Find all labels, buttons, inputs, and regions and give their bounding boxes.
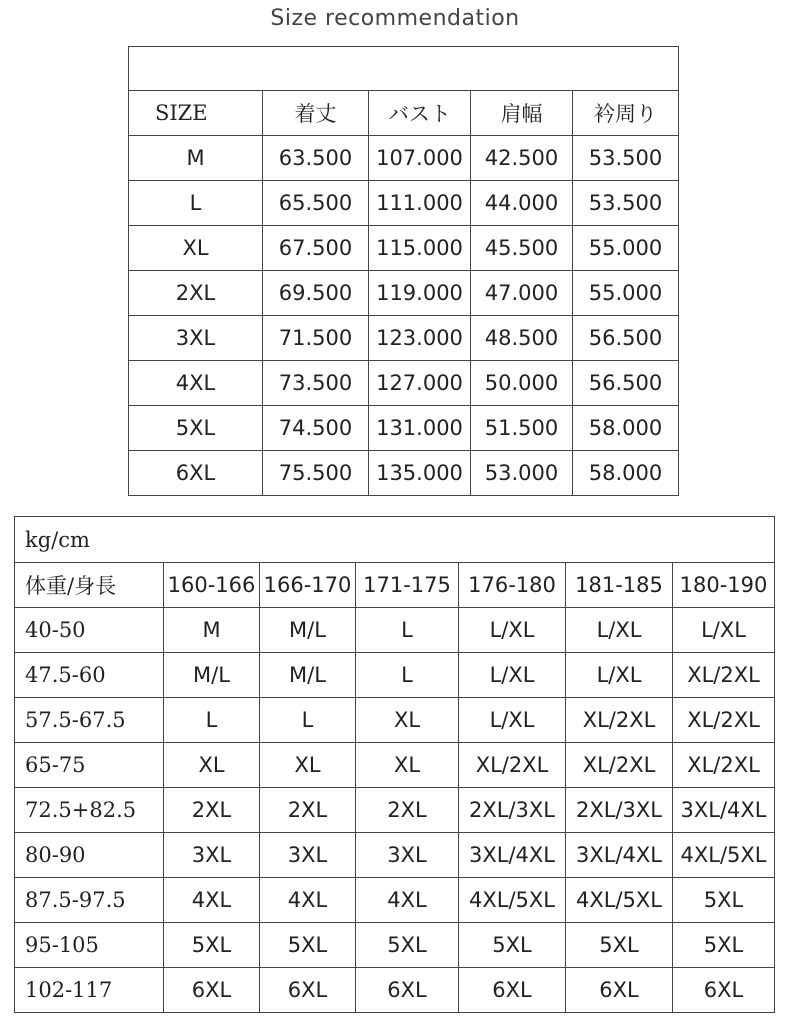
measurement-cell: 58.000	[573, 451, 679, 496]
weight-range-label: 95-105	[15, 923, 164, 968]
measurement-cell: 56.500	[573, 316, 679, 361]
table-row	[15, 743, 775, 788]
recommended-size-cell: 5XL	[673, 923, 775, 968]
measurement-cell: 75.500	[263, 451, 369, 496]
height-range-header: 160-166	[164, 563, 260, 608]
recommended-size-cell: 2XL	[260, 788, 356, 833]
table-row	[15, 608, 775, 653]
recommended-size-cell: XL/2XL	[566, 698, 673, 743]
table-row	[15, 923, 775, 968]
measurement-cell: 127.000	[369, 361, 471, 406]
recommended-size-cell: M/L	[164, 653, 260, 698]
measurement-cell: 45.500	[471, 226, 573, 271]
table-row	[15, 968, 775, 1013]
measurement-cell: 53.500	[573, 136, 679, 181]
column-header: 衿周り	[573, 91, 679, 136]
recommended-size-cell: 3XL	[356, 833, 459, 878]
weight-range-label: 102-117	[15, 968, 164, 1013]
measurement-cell: 48.500	[471, 316, 573, 361]
recommended-size-cell: L	[260, 698, 356, 743]
table-row	[129, 406, 679, 451]
table-row	[15, 788, 775, 833]
recommended-size-cell: 6XL	[673, 968, 775, 1013]
recommended-size-cell: 4XL/5XL	[566, 878, 673, 923]
recommended-size-cell: 5XL	[459, 923, 566, 968]
measurement-cell: 42.500	[471, 136, 573, 181]
weight-range-label: 80-90	[15, 833, 164, 878]
table-row	[129, 451, 679, 496]
measurement-cell: 51.500	[471, 406, 573, 451]
recommended-size-cell: L/XL	[459, 653, 566, 698]
weight-range-label: 57.5-67.5	[15, 698, 164, 743]
recommended-size-cell: 6XL	[260, 968, 356, 1013]
recommended-size-cell: 4XL	[356, 878, 459, 923]
recommended-size-cell: 5XL	[566, 923, 673, 968]
table-row	[129, 226, 679, 271]
measurement-cell: 63.500	[263, 136, 369, 181]
measurement-cell: 56.500	[573, 361, 679, 406]
recommended-size-cell: M	[164, 608, 260, 653]
size-measurement-table	[128, 46, 679, 496]
weight-range-label: 72.5+82.5	[15, 788, 164, 833]
recommended-size-cell: XL/2XL	[673, 743, 775, 788]
weight-range-label: 65-75	[15, 743, 164, 788]
table-row	[129, 181, 679, 226]
recommended-size-cell: L	[164, 698, 260, 743]
weight-height-header: 体重/身長	[15, 563, 164, 608]
measurement-cell: 119.000	[369, 271, 471, 316]
recommended-size-cell: 4XL/5XL	[673, 833, 775, 878]
measurement-cell: 65.500	[263, 181, 369, 226]
size-recommendation-table	[14, 516, 775, 1013]
recommended-size-cell: 6XL	[566, 968, 673, 1013]
recommended-size-cell: 2XL	[164, 788, 260, 833]
measurement-cell: 69.500	[263, 271, 369, 316]
table-row	[15, 878, 775, 923]
recommended-size-cell: XL	[260, 743, 356, 788]
size-label: M	[129, 136, 263, 181]
measurement-cell: 73.500	[263, 361, 369, 406]
measurement-cell: 74.500	[263, 406, 369, 451]
caption-row	[15, 517, 775, 563]
measurement-cell: 131.000	[369, 406, 471, 451]
column-header: バスト	[369, 91, 471, 136]
table-row	[129, 136, 679, 181]
size-label: 5XL	[129, 406, 263, 451]
recommended-size-cell: XL/2XL	[673, 653, 775, 698]
measurement-cell: 55.000	[573, 226, 679, 271]
column-header: 着丈	[263, 91, 369, 136]
weight-range-label: 87.5-97.5	[15, 878, 164, 923]
recommended-size-cell: 6XL	[164, 968, 260, 1013]
recommended-size-cell: 3XL	[164, 833, 260, 878]
recommended-size-cell: XL/2XL	[673, 698, 775, 743]
recommended-size-cell: M/L	[260, 653, 356, 698]
measurement-cell: 123.000	[369, 316, 471, 361]
table-row	[15, 653, 775, 698]
blank-header-cell	[129, 47, 679, 91]
recommended-size-cell: 6XL	[356, 968, 459, 1013]
header-row	[15, 563, 775, 608]
recommended-size-cell: L/XL	[566, 608, 673, 653]
recommended-size-cell: XL/2XL	[459, 743, 566, 788]
height-range-header: 176-180	[459, 563, 566, 608]
recommended-size-cell: 4XL	[260, 878, 356, 923]
table-row	[129, 271, 679, 316]
measurement-cell: 71.500	[263, 316, 369, 361]
blank-header-row	[129, 47, 679, 91]
height-range-header: 181-185	[566, 563, 673, 608]
recommended-size-cell: 5XL	[356, 923, 459, 968]
measurement-cell: 44.000	[471, 181, 573, 226]
size-label: 6XL	[129, 451, 263, 496]
table-caption: kg/cm	[15, 517, 775, 563]
recommended-size-cell: 3XL/4XL	[566, 833, 673, 878]
page-title: Size recommendation	[270, 6, 520, 31]
measurement-cell: 58.000	[573, 406, 679, 451]
measurement-cell: 135.000	[369, 451, 471, 496]
measurement-cell: 107.000	[369, 136, 471, 181]
weight-range-label: 47.5-60	[15, 653, 164, 698]
recommended-size-cell: 2XL	[356, 788, 459, 833]
recommended-size-cell: XL	[356, 698, 459, 743]
recommended-size-cell: L	[356, 653, 459, 698]
recommended-size-cell: L/XL	[673, 608, 775, 653]
measurement-cell: 115.000	[369, 226, 471, 271]
recommended-size-cell: L/XL	[566, 653, 673, 698]
recommended-size-cell: 3XL	[260, 833, 356, 878]
recommended-size-cell: M/L	[260, 608, 356, 653]
measurement-cell: 50.000	[471, 361, 573, 406]
recommended-size-cell: XL/2XL	[566, 743, 673, 788]
recommended-size-cell: 5XL	[164, 923, 260, 968]
measurement-cell: 67.500	[263, 226, 369, 271]
recommended-size-cell: L	[356, 608, 459, 653]
recommended-size-cell: XL	[164, 743, 260, 788]
recommended-size-cell: 3XL/4XL	[459, 833, 566, 878]
recommended-size-cell: L/XL	[459, 698, 566, 743]
recommended-size-cell: 4XL	[164, 878, 260, 923]
recommended-size-cell: L/XL	[459, 608, 566, 653]
recommended-size-cell: 2XL/3XL	[459, 788, 566, 833]
height-range-header: 180-190	[673, 563, 775, 608]
table-row	[15, 698, 775, 743]
table-row	[15, 833, 775, 878]
size-label: 3XL	[129, 316, 263, 361]
size-label: 2XL	[129, 271, 263, 316]
table-row	[129, 316, 679, 361]
recommended-size-cell: 3XL/4XL	[673, 788, 775, 833]
table-row	[129, 361, 679, 406]
recommended-size-cell: 4XL/5XL	[459, 878, 566, 923]
recommended-size-cell: 5XL	[260, 923, 356, 968]
recommended-size-cell: 5XL	[673, 878, 775, 923]
column-header: SIZE	[129, 91, 263, 136]
size-label: L	[129, 181, 263, 226]
height-range-header: 166-170	[260, 563, 356, 608]
size-label: 4XL	[129, 361, 263, 406]
measurement-cell: 55.000	[573, 271, 679, 316]
measurement-cell: 53.000	[471, 451, 573, 496]
measurement-cell: 53.500	[573, 181, 679, 226]
size-label: XL	[129, 226, 263, 271]
column-header: 肩幅	[471, 91, 573, 136]
header-row	[129, 91, 679, 136]
measurement-cell: 47.000	[471, 271, 573, 316]
recommended-size-cell: 2XL/3XL	[566, 788, 673, 833]
weight-range-label: 40-50	[15, 608, 164, 653]
height-range-header: 171-175	[356, 563, 459, 608]
recommended-size-cell: 6XL	[459, 968, 566, 1013]
recommended-size-cell: XL	[356, 743, 459, 788]
measurement-cell: 111.000	[369, 181, 471, 226]
